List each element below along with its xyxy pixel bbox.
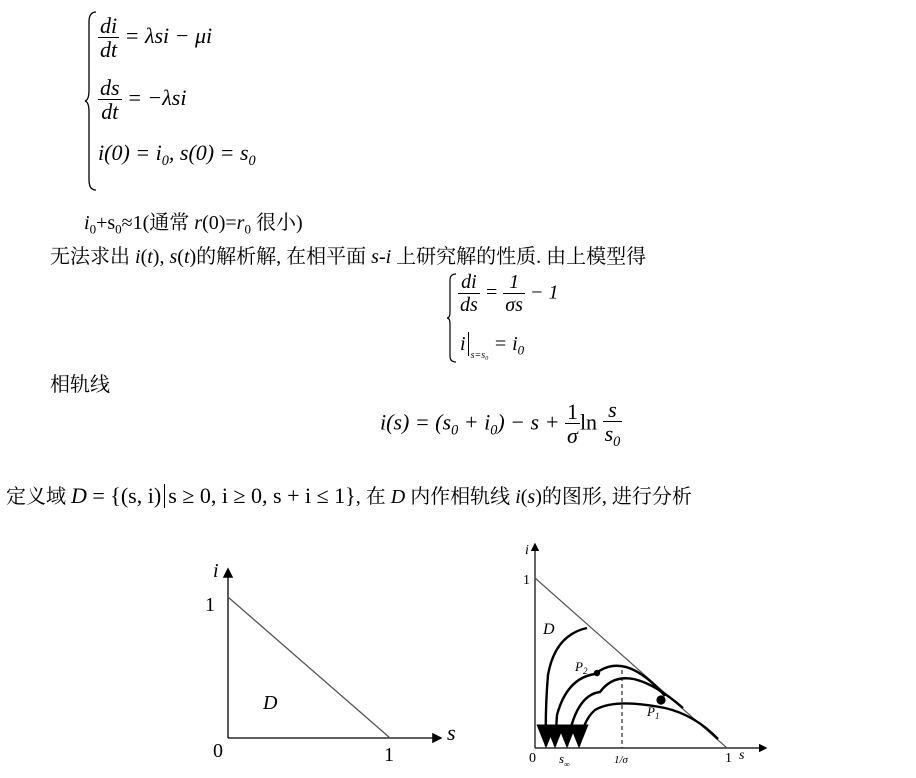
domain-definition-line (6, 480, 692, 509)
fig2-p2-label: $P_2$ (575, 659, 588, 676)
l2-h: t (183, 246, 190, 268)
eq3-sub1: 0 (161, 153, 169, 169)
s2-tail: − 1 (529, 281, 559, 304)
s2-eval-sub: s=s₀ (470, 350, 489, 361)
trajectory-3 (567, 678, 683, 746)
dl-e: , 在 (355, 486, 391, 508)
system1-brace (84, 10, 98, 192)
fig2-p1-label: $P_1$ (647, 704, 660, 721)
pe-sub2: 0 (490, 422, 498, 439)
l2-k: 上研究解的性质. 由上模型得 (391, 246, 647, 268)
system1-eq2 (98, 76, 186, 124)
eq2-numerator: ds (100, 75, 120, 100)
figure-domain-d (195, 555, 470, 770)
approx-text: ≈1(通常 (121, 212, 195, 234)
fig2-y-label: i (525, 543, 529, 558)
fig1-hypotenuse (228, 597, 390, 738)
point-p1 (656, 695, 665, 704)
s2-den: ds (460, 294, 478, 316)
fig1-region-label: D (263, 692, 278, 714)
dl-b: D (71, 483, 87, 508)
l2-g: ( (177, 246, 184, 268)
analysis-line (50, 240, 646, 269)
trajectory-1 (546, 628, 587, 746)
dl-j: s (527, 486, 536, 508)
r-arg: (0)= (202, 212, 237, 234)
s2-num: di (461, 271, 477, 293)
s-sub: 0 (115, 221, 122, 237)
dl-h: i (515, 486, 521, 508)
eq2-denominator: dt (98, 99, 122, 124)
eq1-denominator: dt (100, 37, 118, 63)
eq1-numerator: di (100, 13, 118, 38)
pe-mid: + i (458, 409, 491, 435)
pe-fden: σ (565, 423, 580, 448)
pe-ln: ln (579, 409, 598, 435)
r0-symbol: r (236, 212, 245, 234)
pe-lnden-sub: 0 (613, 434, 621, 451)
fig2-origin: 0 (529, 751, 536, 766)
dl-k: )的图形, 进行分析 (535, 486, 692, 508)
system2-brace (446, 272, 458, 364)
fig1-origin: 0 (213, 740, 223, 762)
fig2-s-infinity: $s_\infty$ (559, 751, 570, 769)
s2-rhs-sub: 0 (517, 342, 525, 358)
fig2-x-tick: 1 (725, 751, 732, 766)
pe-lnnum: s (608, 397, 617, 422)
fig1-y-tick: 1 (205, 594, 215, 616)
pe-lnden: s (604, 421, 614, 447)
i-symbol: i (84, 212, 90, 234)
fig2-y-tick: 1 (523, 573, 530, 588)
fig1-x-label: s (447, 720, 456, 745)
fig2-one-over-sigma: 1/σ (614, 754, 628, 766)
eq3-part2: , s(0) = s (168, 140, 249, 165)
system1-eq1 (98, 14, 212, 62)
system1-eq3 (98, 140, 256, 170)
l2-j: s-i (371, 246, 392, 268)
s-symbol: +s (96, 212, 116, 234)
s2-eq: = (484, 281, 499, 304)
phase-trajectory-equation (380, 398, 622, 451)
dl-f: D (390, 486, 406, 508)
pe-mid2: ) − s + (497, 409, 560, 435)
s2-rhs: = i (493, 333, 518, 355)
eq1-rhs: = λsi − μi (124, 23, 213, 49)
fig1-x-tick: 1 (384, 744, 394, 766)
r-symbol: r (194, 212, 203, 234)
dl-c: = {(s, i) (86, 483, 162, 508)
fig2-x-label: s (739, 748, 745, 763)
figure-phase-trajectories (515, 540, 775, 772)
fig1-y-label: i (213, 560, 219, 582)
l2-b: i (135, 246, 141, 268)
dl-i: ( (520, 486, 528, 508)
s2-i: i (460, 333, 466, 355)
dl-a: 定义域 (6, 486, 71, 508)
l2-f: s (169, 246, 178, 268)
s2-fnum: 1 (509, 271, 520, 293)
pe-fnum: 1 (566, 399, 578, 425)
r0-sub: 0 (244, 221, 251, 237)
l2-a: 无法求出 (50, 246, 135, 268)
l2-i: )的解析解, 在相平面 (189, 246, 372, 268)
pe-lhs: i(s) = (s (380, 409, 452, 435)
eq3-part1: i(0) = i (98, 140, 162, 165)
fig2-region-label: D (543, 621, 555, 638)
s2-fden: σs (505, 294, 523, 316)
dl-d: s ≥ 0, i ≥ 0, s + i ≤ 1} (168, 483, 356, 508)
dl-g: 内作相轨线 (405, 486, 516, 508)
l2-e: ), (152, 246, 170, 268)
point-p2 (594, 670, 600, 676)
pe-sub1: 0 (451, 422, 459, 439)
l2-d: t (147, 246, 153, 268)
eq3-sub2: 0 (248, 153, 256, 169)
initial-condition-line (84, 206, 303, 238)
eq2-rhs: = −λsi (127, 85, 187, 111)
small-text: 很小) (250, 212, 303, 234)
l2-c: ( (140, 246, 148, 268)
phase-trajectory-label: 相轨线 (50, 374, 110, 396)
i-sub: 0 (89, 221, 97, 237)
system2-eq2 (460, 332, 524, 361)
system2-eq1 (458, 272, 558, 316)
